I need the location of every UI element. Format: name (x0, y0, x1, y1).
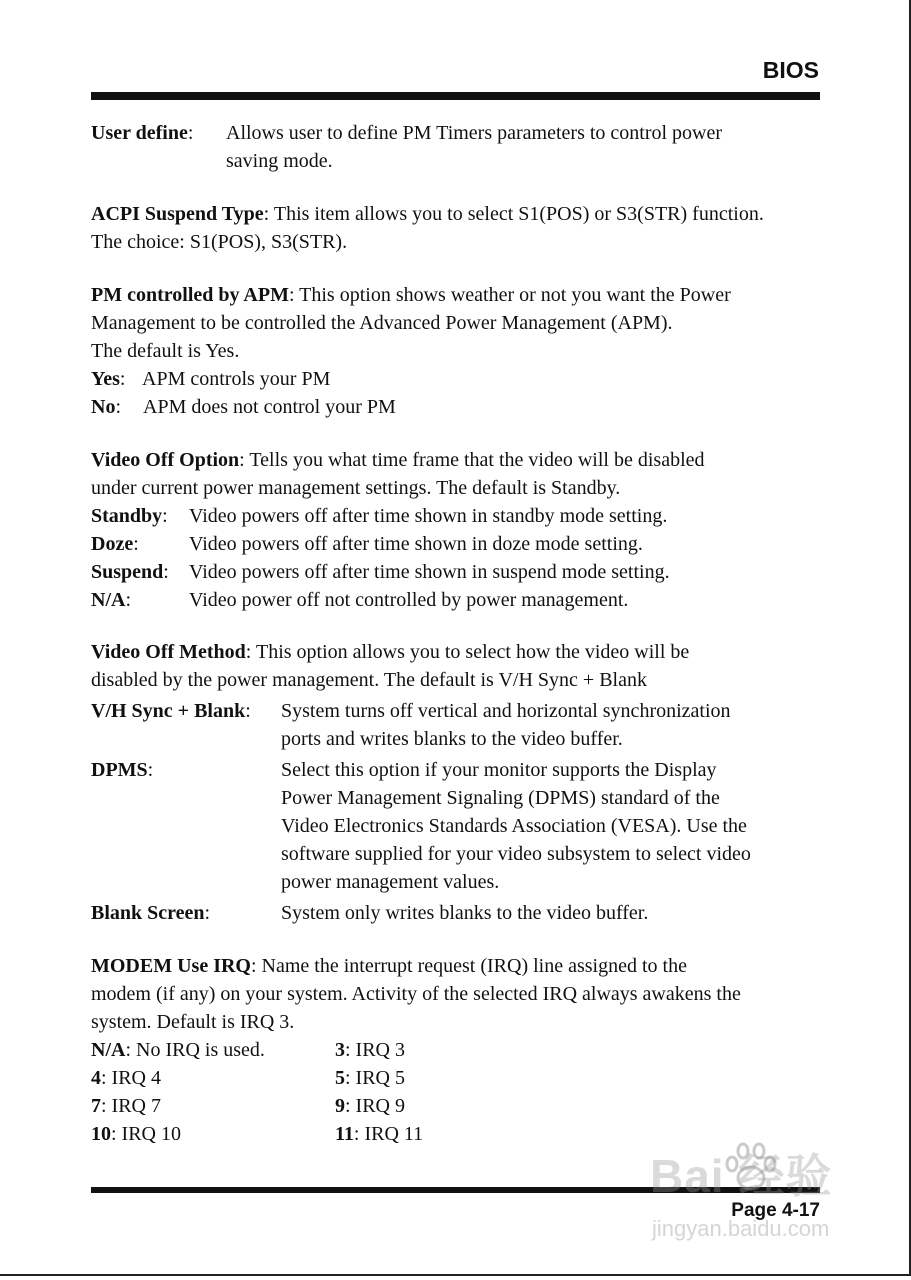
section-user-define: User define: Allows user to define PM Timers parameters to control power saving mode. (91, 119, 820, 175)
header-rule (91, 92, 820, 100)
text-line: The choice: S1(POS), S3(STR). (91, 231, 348, 253)
paw-print-icon (722, 1142, 780, 1194)
page-number: Page 4-17 (731, 1200, 820, 1221)
irq-row: N/A: No IRQ is used. 3: IRQ 3 (91, 1039, 405, 1061)
option-vh-sync-blank: V/H Sync + Blank: System turns off vertical and horizontal synchronization ports and writes blanks to the video buffer. (91, 700, 731, 750)
option-blank-screen: Blank Screen: System only writes blanks to the video buffer. (91, 902, 649, 924)
term: Video Off Option (91, 449, 240, 471)
header-title: BIOS (762, 57, 819, 83)
desc-line: saving mode. (226, 150, 333, 172)
irq-row: 4: IRQ 4 5: IRQ 5 (91, 1067, 405, 1089)
term: Video Off Method (91, 641, 246, 663)
section-acpi-suspend-type: ACPI Suspend Type: This item allows you to select S1(POS) or S3(STR) function. The choice: S1(POS), S3(STR). (91, 200, 820, 256)
section-pm-controlled-by-apm: PM controlled by APM: This option shows weather or not you want the Power Management to be controlled the Advanced Power Management (APM). The default is Yes. Yes: APM controls your PM No: APM does not control your PM (91, 281, 820, 421)
section-modem-use-irq: MODEM Use IRQ: Name the interrupt request (IRQ) line assigned to the modem (if any) on your system. Activity of the selected IRQ always awakens the system. Default is IRQ 3. N/A: No IRQ is used. 3: IRQ 3 4: IRQ 4 5: IRQ 5 7: IRQ 7 9: IRQ 9 10: IRQ 10 11: IRQ 11 (91, 952, 820, 1148)
text-line: disabled by the power management. The default is V/H Sync + Blank (91, 669, 647, 691)
watermark-logo: Bai 经验 (650, 1150, 833, 1202)
term: PM controlled by APM (91, 284, 289, 306)
watermark-url: jingyan.baidu.com (652, 1216, 830, 1241)
text-line: Management to be controlled the Advanced Power Management (APM). (91, 312, 673, 334)
text-line: under current power management settings. The default is Standby. (91, 477, 621, 499)
section-video-off-method: Video Off Method: This option allows you to select how the video will be disabled by the power management. The default is V/H Sync + Blank V/H Sync + Blank: System turns off vertical and horizontal synchronization ports and writes blanks to the video buffer. DPMS: Select this option if your monitor supports the Display Power Management Signaling (DPMS) standard of the Video Electronics Standards Association (VESA). Use the software supplied for your video subsystem to select video power management values. Blank Screen: System only writes blanks to the video buffer. (91, 638, 820, 927)
irq-row: 10: IRQ 10 11: IRQ 11 (91, 1123, 424, 1145)
text-line: The default is Yes. (91, 340, 240, 362)
term: User define (91, 122, 188, 144)
option-dpms: DPMS: Select this option if your monitor supports the Display Power Management Signaling (DPMS) standard of the Video Electronics Standards Association (VESA). Use the software supplied for your video subsystem to select video power management values. (91, 759, 751, 893)
section-video-off-option: Video Off Option: Tells you what time frame that the video will be disabled under current power management settings. The default is Standby. Standby: Video powers off after time shown in standby mode setting. Doze: Video powers off after time shown in doze mode setting. Suspend: Video powers off after time shown in suspend mode setting. N/A: Video power off not controlled by power management. (91, 446, 820, 614)
desc-line: Allows user to define PM Timers parameters to control power (226, 122, 723, 144)
irq-row: 7: IRQ 7 9: IRQ 9 (91, 1095, 405, 1117)
text-line: modem (if any) on your system. Activity of the selected IRQ always awakens the (91, 983, 741, 1005)
term: ACPI Suspend Type (91, 203, 264, 225)
term: MODEM Use IRQ (91, 955, 251, 977)
text-line: system. Default is IRQ 3. (91, 1011, 295, 1033)
